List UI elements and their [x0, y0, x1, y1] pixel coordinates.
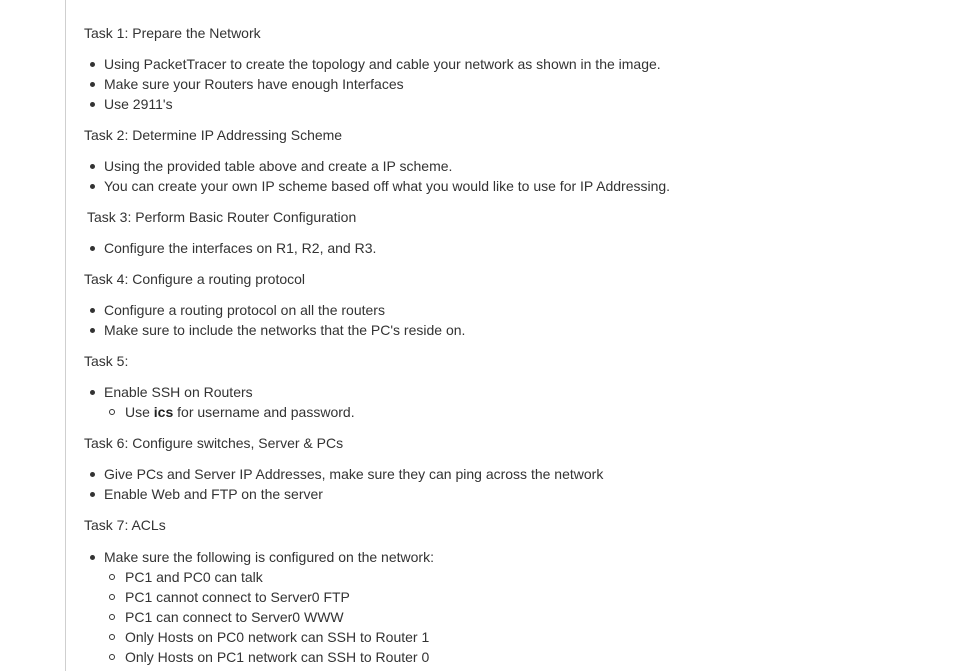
task-4-heading: Task 4: Configure a routing protocol [84, 271, 306, 287]
list-item: Make sure to include the networks that the PC's reside on. [84, 320, 944, 340]
task-2-list [84, 156, 944, 196]
bullet-icon [90, 164, 95, 169]
document-content [84, 23, 944, 667]
task-7-sublist [104, 567, 944, 667]
bullet-icon [90, 246, 95, 251]
bullet-icon [90, 390, 95, 395]
task-7-heading: Task 7: ACLs [84, 517, 166, 533]
hollow-bullet-icon [109, 409, 115, 415]
left-border-rule [65, 0, 66, 671]
task-4-list [84, 300, 944, 340]
bullet-icon [90, 62, 95, 67]
task-5-sublist [104, 402, 944, 422]
bullet-icon [90, 308, 95, 313]
task-6-heading: Task 6: Configure switches, Server & PCs [84, 435, 344, 451]
task-5-heading: Task 5: [84, 353, 129, 369]
task-1-heading: Task 1: Prepare the Network [84, 25, 261, 41]
list-item: Configure a routing protocol on all the routers [84, 300, 944, 320]
task-3-list [84, 238, 944, 258]
list-item: Enable Web and FTP on the server [84, 484, 944, 504]
bullet-icon [90, 102, 95, 107]
task-1-list [84, 54, 944, 114]
task-6-list [84, 464, 944, 504]
bullet-icon [90, 184, 95, 189]
task-5-list [84, 382, 944, 422]
hollow-bullet-icon [109, 634, 115, 640]
list-item: Using PacketTracer to create the topology and cable your network as shown in the image. [84, 54, 944, 74]
bullet-icon [90, 82, 95, 87]
task-3-heading: Task 3: Perform Basic Router Configuration [87, 209, 357, 225]
sub-list-item: PC1 and PC0 can talk [104, 567, 944, 587]
list-item: Give PCs and Server IP Addresses, make sure they can ping across the network [84, 464, 944, 484]
hollow-bullet-icon [109, 574, 115, 580]
task-2-heading: Task 2: Determine IP Addressing Scheme [84, 127, 343, 143]
list-item: Using the provided table above and create a IP scheme. [84, 156, 944, 176]
hollow-bullet-icon [109, 614, 115, 620]
list-item: Make sure the following is configured on the network: PC1 and PC0 can talk PC1 cannot connect to Server0 FTP PC1 can connect to Server0 WWW Only Hosts on PC0 network can SSH to Router 1 Only Hosts on PC1 network can SSH to Router 0 [84, 547, 944, 667]
task-7-list [84, 547, 944, 667]
credential-text: ics [153, 404, 174, 420]
sub-list-item: Only Hosts on PC0 network can SSH to Router 1 [104, 627, 944, 647]
list-item: Enable SSH on Routers Use ics for username and password. [84, 382, 944, 422]
sub-list-item: PC1 can connect to Server0 WWW [104, 607, 944, 627]
list-item: Configure the interfaces on R1, R2, and R3. [84, 238, 944, 258]
list-item: Use 2911's [84, 94, 944, 114]
bullet-icon [90, 492, 95, 497]
list-item: Make sure your Routers have enough Interfaces [84, 74, 944, 94]
list-item: You can create your own IP scheme based off what you would like to use for IP Addressing. [84, 176, 944, 196]
sub-list-item: Use ics for username and password. [104, 402, 944, 422]
hollow-bullet-icon [109, 654, 115, 660]
bullet-icon [90, 555, 95, 560]
sub-list-item: PC1 cannot connect to Server0 FTP [104, 587, 944, 607]
hollow-bullet-icon [109, 594, 115, 600]
sub-list-item: Only Hosts on PC1 network can SSH to Router 0 [104, 647, 944, 667]
bullet-icon [90, 472, 95, 477]
bullet-icon [90, 328, 95, 333]
